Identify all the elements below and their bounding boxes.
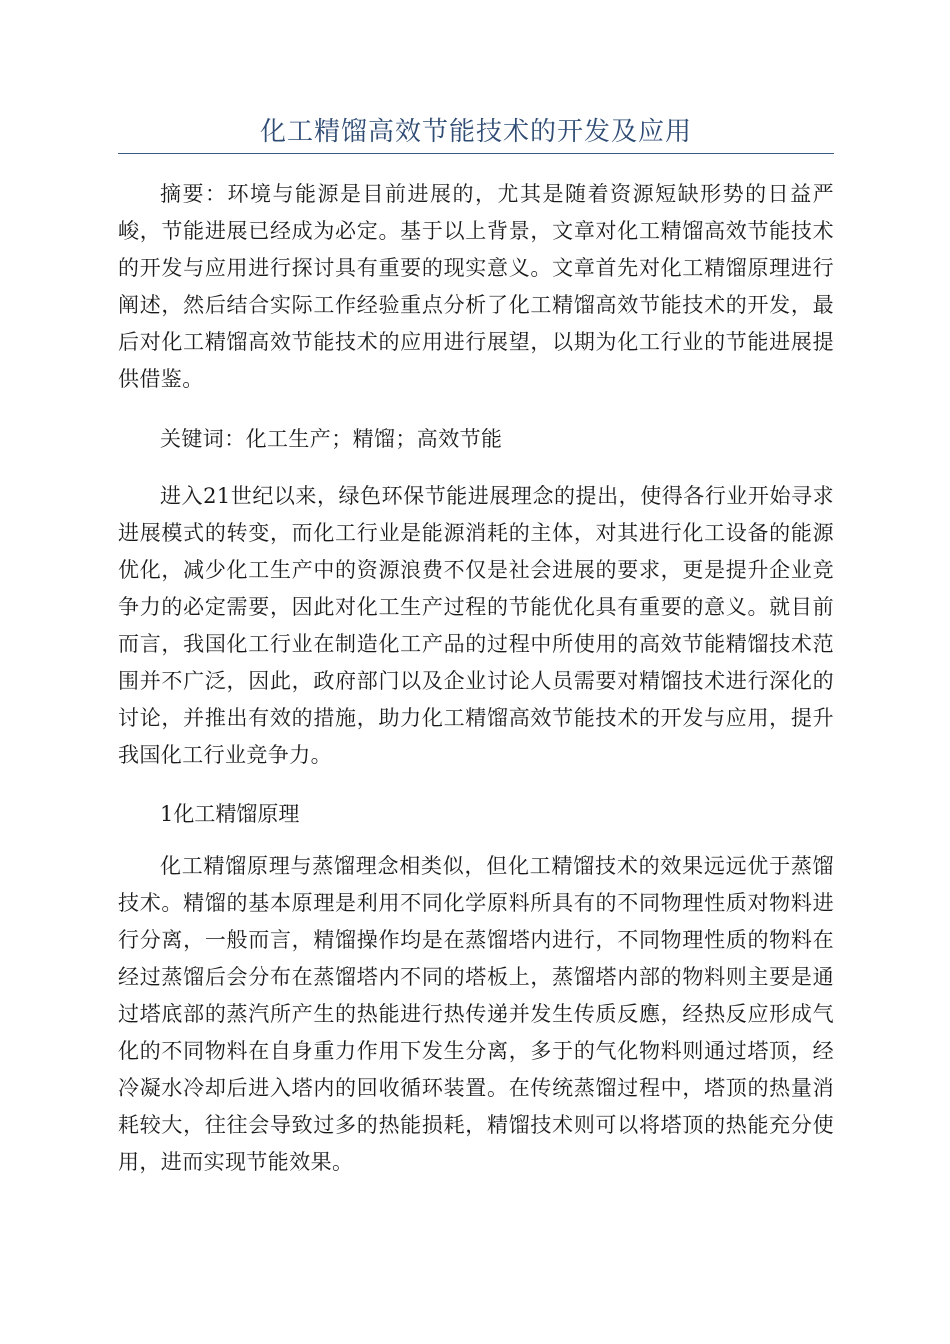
section-body-paragraph: 化工精馏原理与蒸馏理念相类似，但化工精馏技术的效果远远优于蒸馏技术。精馏的基本原理是利用不同化学原料所具有的不同物理性质对物料进行分离，一般而言，精馏操作均是在蒸馏塔内进行，不同物理性质的物料在经过蒸馏后会分布在蒸馏塔内不同的塔板上，蒸馏塔内部的物料则主要是通过塔底部的蒸汽所产生的热能进行热传递并发生传质反應，经热反应形成气化的不同物料在自身重力作用下发生分离，多于的气化物料则通过塔顶，经冷凝水冷却后进入塔内的回收循环装置。在传统蒸馏过程中，塔顶的热量消耗较大，往往会导致过多的热能损耗，精馏技术则可以将塔顶的热能充分使用，进而实现节能效果。 <box>118 854 834 1174</box>
section-heading: 1化工精馏原理 <box>160 802 300 826</box>
keywords-line: 关键词：化工生产；精馏；高效节能 <box>160 427 503 451</box>
document-title: 化工精馏高效节能技术的开发及应用 <box>259 117 692 147</box>
title-underline <box>118 153 834 154</box>
intro-paragraph: 进入21世纪以来，绿色环保节能进展理念的提出，使得各行业开始寻求进展模式的转变，而化工行业是能源消耗的主体，对其进行化工设备的能源优化，减少化工生产中的资源浪费不仅是社会进展的要求，更是提升企业竞争力的必定需要，因此对化工生产过程的节能优化具有重要的意义。就目前而言，我国化工行业在制造化工产品的过程中所使用的高效节能精馏技术范围并不广泛，因此，政府部门以及企业讨论人员需要对精馏技术进行深化的讨论，并推出有效的措施，助力化工精馏高效节能技术的开发与应用，提升我国化工行业竞争力。 <box>118 484 834 767</box>
abstract-paragraph: 摘要：环境与能源是目前进展的，尤其是随着资源短缺形势的日益严峻，节能进展已经成为必定。基于以上背景，文章对化工精馏高效节能技术的开发与应用进行探讨具有重要的现实意义。文章首先对化工精馏原理进行阐述，然后结合实际工作经验重点分析了化工精馏高效节能技术的开发，最后对化工精馏高效节能技术的应用进行展望，以期为化工行业的节能进展提供借鉴。 <box>118 182 834 391</box>
